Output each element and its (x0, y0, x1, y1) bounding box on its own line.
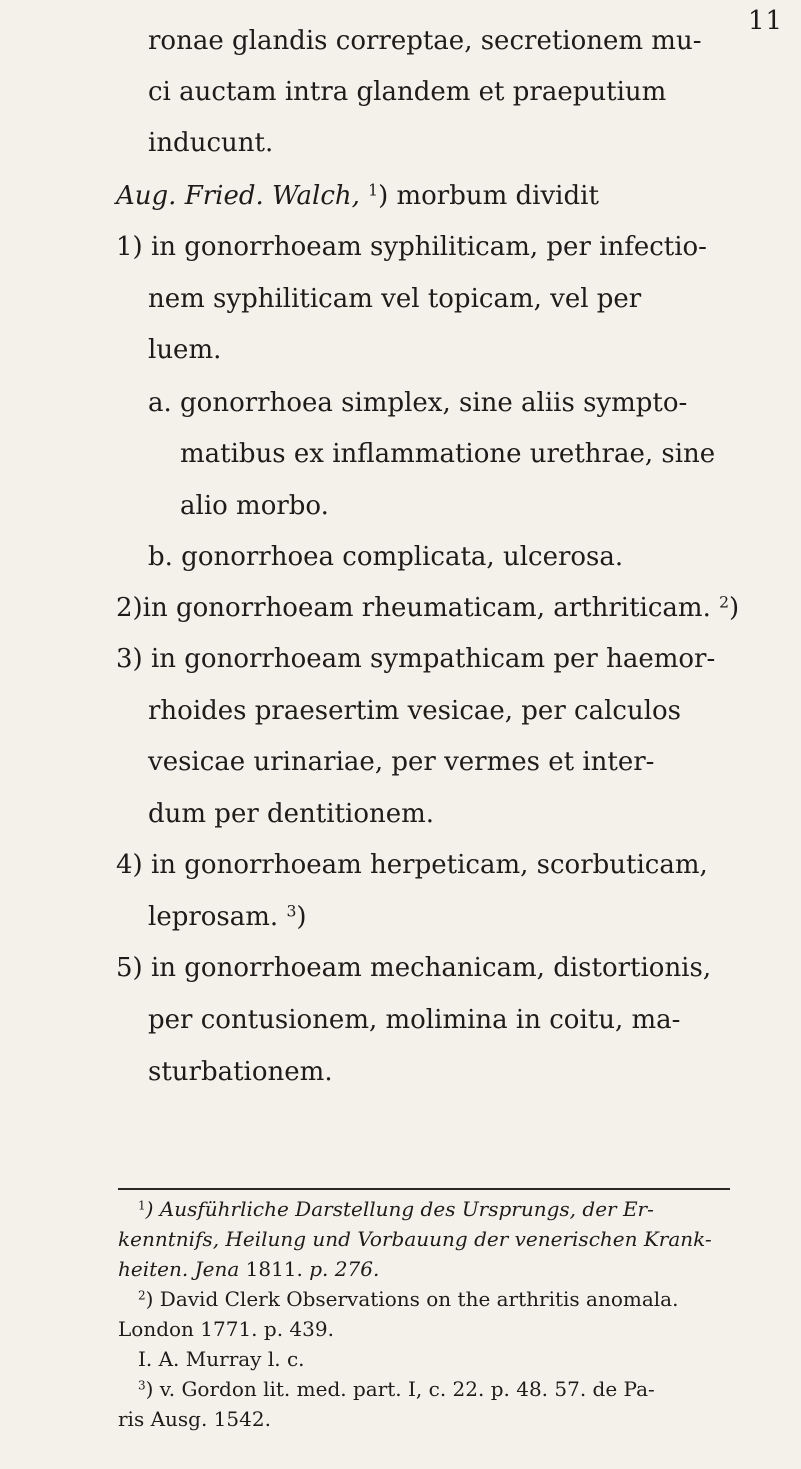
body-line-1: ronae glandis correptae, secretionem mu- (148, 26, 702, 56)
body-line-21: sturbationem. (148, 1057, 333, 1087)
footnote-1-marker: 1 (138, 1198, 146, 1213)
body-line-6: nem syphiliticam vel topicam, vel per (148, 284, 642, 314)
footnote-1-line-3 (118, 1256, 379, 1282)
body-line-8: a. gonorrhoea simplex, sine aliis sympto- (148, 388, 688, 418)
body-line-13: 3) in gonorrhoeam sympathicam per haemor- (116, 644, 716, 674)
body-line-19: 5) in gonorrhoeam mechanicam, distortionis, (116, 953, 712, 983)
footnote-ref-1: 1 (368, 181, 379, 200)
footnote-3-marker: 3 (138, 1378, 146, 1393)
footnote-ref-2: 2 (719, 593, 730, 612)
footnote-1-line-1 (138, 1196, 654, 1222)
page-number: 11 (748, 6, 784, 36)
footnote-3-line-1 (138, 1376, 655, 1402)
body-line-17: 4) in gonorrhoeam herpeticam, scorbuticam, (116, 850, 708, 880)
body-line-9: matibus ex inflammatione urethrae, sine (180, 439, 716, 469)
footnote-2-line-1 (138, 1286, 678, 1312)
line-2-text: 2)in gonorrhoeam rheumaticam, arthriticam. (116, 593, 711, 623)
body-line-15: vesicae urinariae, per vermes et inter- (148, 747, 655, 777)
footnote-1-title-c: heiten. (118, 1257, 189, 1281)
line-2-close: ) (729, 593, 740, 623)
footnote-2-marker: 2 (138, 1288, 146, 1303)
footnote-ref-3: 3 (286, 902, 297, 921)
walch-text: ) morbum dividit (378, 181, 599, 211)
footnote-2-text-1: ) David Clerk Observations on the arthritis anomala. (145, 1287, 679, 1311)
footnote-1-place: Jena (194, 1257, 240, 1281)
footnote-3-line-2: ris Ausg. 1542. (118, 1407, 271, 1431)
footnote-2-line-3: I. A. Murray l. c. (138, 1347, 305, 1371)
footnote-1-year: 1811. (245, 1257, 303, 1281)
footnote-rule (118, 1188, 730, 1190)
body-line-14: rhoides praesertim vesicae, per calculos (148, 696, 682, 726)
body-line-20: per contusionem, molimina in coitu, ma- (148, 1005, 681, 1035)
body-line-11: b. gonorrhoea complicata, ulcerosa. (148, 542, 624, 572)
body-line-2: ci auctam intra glandem et praeputium (148, 77, 667, 107)
footnote-3-text-1: ) v. Gordon lit. med. part. I, c. 22. p. 48. 57. de Pa- (145, 1377, 655, 1401)
footnote-2-line-2: London 1771. p. 439. (118, 1317, 334, 1341)
body-line-7: luem. (148, 335, 222, 365)
line-lepr-close: ) (296, 902, 307, 932)
author-name: Aug. Fried. Walch, (116, 181, 360, 211)
footnote-1-page: p. 276. (309, 1257, 380, 1281)
body-line-5: 1) in gonorrhoeam syphiliticam, per infectio- (116, 232, 707, 262)
body-line-18 (148, 900, 307, 934)
footnote-1-title-a: ) Ausführliche Darstellung des Ursprungs, der Er- (145, 1197, 654, 1221)
body-line-16: dum per dentitionem. (148, 799, 435, 829)
body-line-12 (116, 591, 739, 625)
body-line-3: inducunt. (148, 128, 274, 158)
body-line-walch (116, 179, 599, 213)
line-lepr-text: leprosam. (148, 902, 279, 932)
footnote-1-line-2: kenntnifs, Heilung und Vorbauung der venerischen Krank- (118, 1227, 712, 1251)
body-line-10: alio morbo. (180, 491, 329, 521)
